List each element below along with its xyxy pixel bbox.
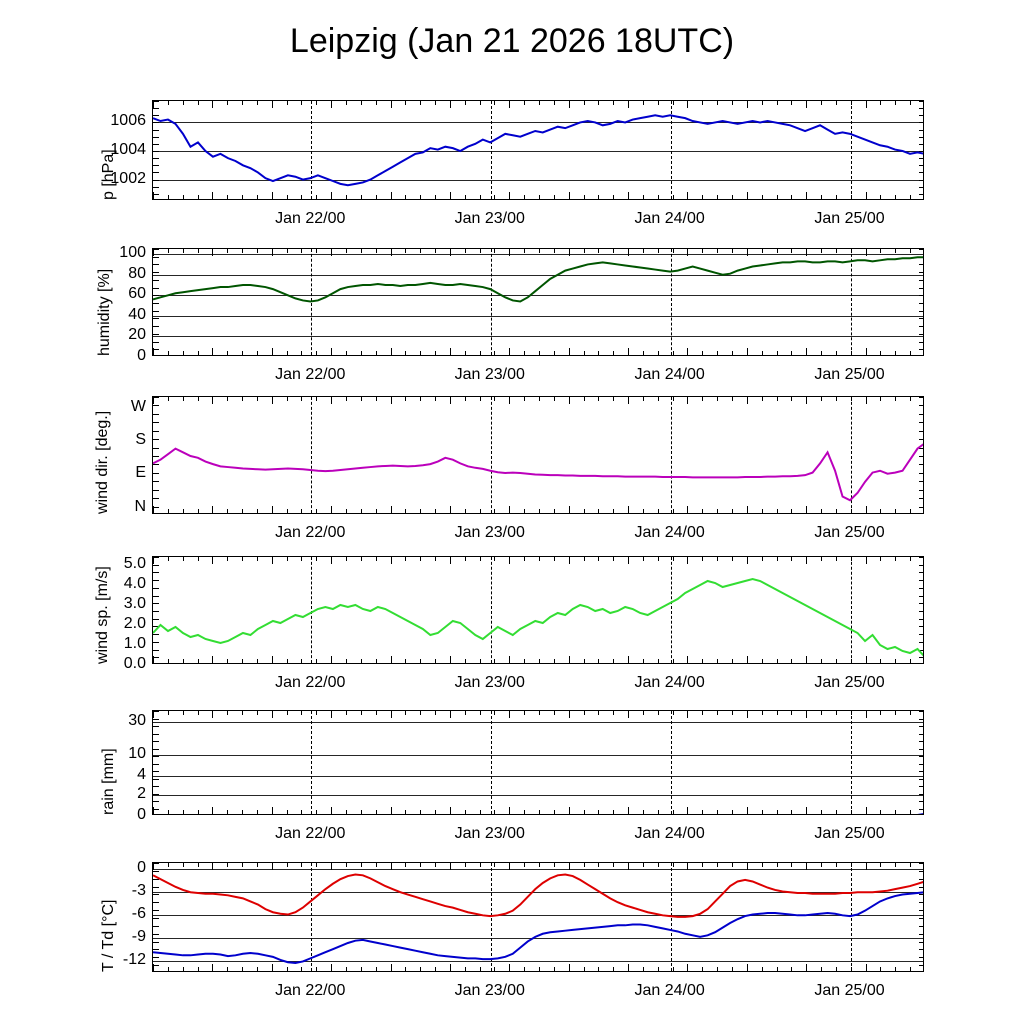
y-tick-label: 0 xyxy=(137,347,146,364)
y-tick-label: 4.0 xyxy=(123,575,146,592)
y-axis-label-4: wind sp. [m/s] xyxy=(94,566,111,664)
y-tick-label: -6 xyxy=(131,905,146,923)
x-tick-label: Jan 22/00 xyxy=(275,366,346,383)
y-tick-label: 1004 xyxy=(110,141,146,158)
x-tick-label: Jan 24/00 xyxy=(634,825,705,842)
y-tick-label: 3.0 xyxy=(123,595,146,612)
x-tick-label: Jan 25/00 xyxy=(814,524,885,541)
y-tick-label: 1002 xyxy=(110,169,146,187)
x-tick-label: Jan 23/00 xyxy=(454,982,525,999)
x-tick-label: Jan 22/00 xyxy=(275,210,346,227)
y-tick-label: 100 xyxy=(119,244,146,262)
y-tick-label: 30 xyxy=(128,711,146,729)
y-tick-label: 1006 xyxy=(110,112,146,130)
x-tick-label: Jan 25/00 xyxy=(814,982,885,999)
y-tick-label: 0 xyxy=(137,859,146,877)
y-tick-label: W xyxy=(130,398,146,416)
y-tick-label: 60 xyxy=(128,285,146,303)
x-tick-label: Jan 22/00 xyxy=(275,524,346,541)
x-tick-label: Jan 23/00 xyxy=(454,366,525,383)
y-tick-label: -12 xyxy=(122,951,146,969)
page-title: Leipzig (Jan 21 2026 18UTC) xyxy=(289,22,735,60)
y-tick-label: 1.0 xyxy=(123,635,146,652)
x-tick-label: Jan 23/00 xyxy=(454,210,525,227)
y-tick-label: 80 xyxy=(128,264,146,282)
x-tick-label: Jan 23/00 xyxy=(454,524,525,541)
x-tick-label: Jan 25/00 xyxy=(814,366,885,383)
y-axis-label-3: wind dir. [deg.] xyxy=(94,410,111,514)
plot-area-6 xyxy=(152,862,924,972)
x-tick-label: Jan 24/00 xyxy=(634,524,705,541)
x-tick-label: Jan 24/00 xyxy=(634,210,705,227)
x-tick-label: Jan 25/00 xyxy=(814,825,885,842)
y-tick-label: 4 xyxy=(137,766,146,784)
y-tick-label: 2.0 xyxy=(123,615,146,632)
series-line-td xyxy=(153,892,924,963)
y-axis-label-5: rain [mm] xyxy=(100,748,117,815)
y-tick-label: 0 xyxy=(137,806,146,823)
y-axis-label-6: T / Td [°C] xyxy=(100,899,117,972)
y-axis-label-1: p [hPa] xyxy=(100,149,117,200)
y-axis-label-2: humidity [%] xyxy=(96,268,113,356)
x-tick-label: Jan 24/00 xyxy=(634,982,705,999)
y-tick-label: 10 xyxy=(128,745,146,763)
x-tick-label: Jan 22/00 xyxy=(275,674,346,691)
x-tick-label: Jan 22/00 xyxy=(275,982,346,999)
x-tick-label: Jan 24/00 xyxy=(634,674,705,691)
y-tick-label: E xyxy=(135,464,146,482)
x-tick-label: Jan 23/00 xyxy=(454,674,525,691)
y-tick-label: 5.0 xyxy=(123,555,146,572)
x-tick-label: Jan 24/00 xyxy=(634,366,705,383)
series-group-6 xyxy=(153,863,924,972)
y-tick-label: -9 xyxy=(131,928,146,946)
x-tick-label: Jan 25/00 xyxy=(814,674,885,691)
y-tick-label: -3 xyxy=(131,882,146,900)
y-tick-label: 2 xyxy=(137,785,146,802)
x-tick-label: Jan 25/00 xyxy=(814,210,885,227)
y-tick-label: N xyxy=(134,497,146,515)
y-tick-label: 40 xyxy=(128,305,146,323)
series-line-t xyxy=(153,875,924,917)
x-tick-label: Jan 22/00 xyxy=(275,825,346,842)
y-tick-label: S xyxy=(135,431,146,449)
y-tick-label: 0.0 xyxy=(123,655,146,672)
y-tick-label: 20 xyxy=(128,326,146,344)
x-tick-label: Jan 23/00 xyxy=(454,825,525,842)
